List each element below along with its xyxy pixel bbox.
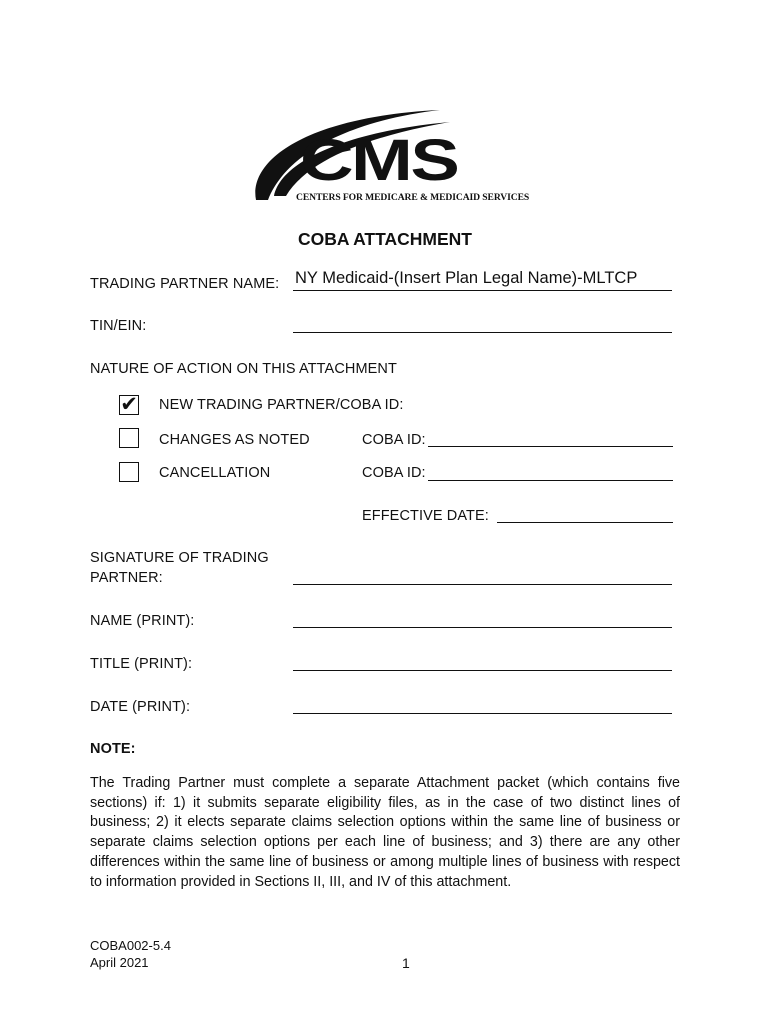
date-print-field[interactable] [293,713,672,714]
note-body: The Trading Partner must complete a separate Attachment packet (which contains five sections) if: 1) it submits separate eligibility files, as in the case of two distinct lines of business; 2) it elects separate claims selection options within the same line of business or separate claims selection options per each line of business; and 3) there are any other differences within the same line of business or among multiple lines of business with respect to information provided in Sections II, III, and IV of this attachment. [90,775,680,890]
signature-label-line1: SIGNATURE OF TRADING [90,550,269,566]
cancellation-label: CANCELLATION [159,465,271,481]
title-print-field[interactable] [293,670,672,671]
nature-of-action-label: NATURE OF ACTION ON THIS ATTACHMENT [90,361,397,377]
cancellation-checkbox[interactable] [119,462,139,482]
changes-coba-id-field[interactable] [428,446,673,447]
name-print-label: NAME (PRINT): [90,613,195,629]
changes-coba-id-label: COBA ID: [362,432,426,448]
changes-as-noted-checkbox[interactable] [119,428,139,448]
cancellation-coba-id-field[interactable] [428,480,673,481]
page-number: 1 [402,955,410,971]
new-trading-partner-checkbox[interactable] [119,392,139,416]
cms-logo [250,104,530,208]
form-number: COBA002-5.4 [90,938,171,953]
cms-tagline: CENTERS FOR MEDICARE & MEDICAID SERVICES [296,192,530,203]
effective-date-field[interactable] [497,522,673,523]
trading-partner-field[interactable]: NY Medicaid-(Insert Plan Legal Name)-MLTCP [295,269,638,287]
title-print-label: TITLE (PRINT): [90,656,193,672]
effective-date-label: EFFECTIVE DATE: [362,508,489,524]
tin-label: TIN/EIN: [90,318,147,334]
trading-partner-underline [293,290,672,291]
form-date: April 2021 [90,955,149,970]
cancellation-coba-id-label: COBA ID: [362,465,426,481]
cms-wordmark: CMS [300,128,458,193]
trading-partner-label: TRADING PARTNER NAME: [90,276,280,292]
note-heading: NOTE: [90,741,136,757]
name-print-field[interactable] [293,627,672,628]
check-mark-icon: ✔ [120,392,138,416]
changes-as-noted-label: CHANGES AS NOTED [159,432,310,448]
new-trading-partner-label: NEW TRADING PARTNER/COBA ID: [159,397,404,413]
signature-label-line2: PARTNER: [90,570,163,586]
signature-field[interactable] [293,584,672,585]
form-title: COBA ATTACHMENT [297,229,472,249]
date-print-label: DATE (PRINT): [90,699,191,715]
tin-field[interactable] [293,332,672,333]
